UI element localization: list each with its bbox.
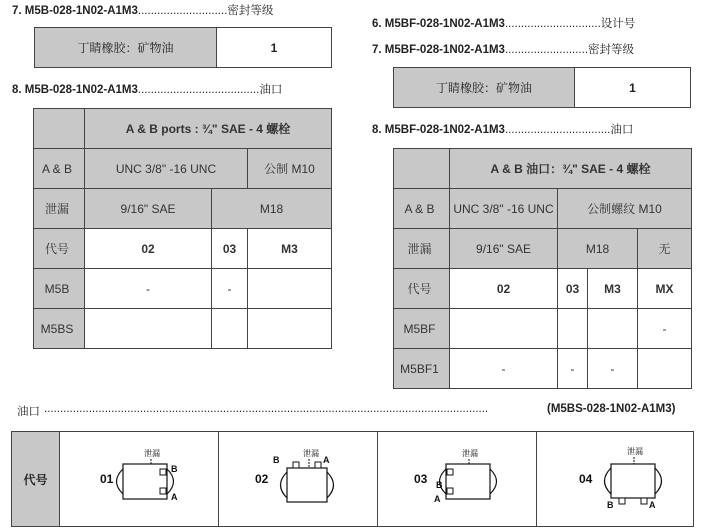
corner-cell xyxy=(34,109,85,149)
cell: M18 xyxy=(558,229,638,269)
cell: 03 xyxy=(212,229,248,269)
drain-label: 泄漏 xyxy=(303,449,319,458)
cell: - xyxy=(85,269,212,309)
port-diagram-strip xyxy=(11,431,694,527)
row-label: A & B xyxy=(394,189,450,229)
port-a-label: A xyxy=(434,494,441,504)
port-diagram-01-drawing xyxy=(60,432,219,526)
cell xyxy=(85,309,212,349)
right-seal-label: 丁睛橡胶：矿物油 xyxy=(394,68,575,107)
row-label: 泄漏 xyxy=(34,189,85,229)
corner-cell xyxy=(394,149,450,189)
row-label: A & B xyxy=(34,149,85,189)
table-title: A & B ports : ¾" SAE - 4 螺栓 xyxy=(85,109,332,149)
cell xyxy=(248,269,332,309)
left-seal-label: 丁睛橡胶：矿物油 xyxy=(35,28,217,67)
cell: UNC 3/8" -16 UNC xyxy=(85,149,248,189)
port-b-label: B xyxy=(273,455,280,465)
right-design-heading: 6. M5BF-028-1N02-A1M3..............................设计号 xyxy=(372,18,636,30)
cell: 02 xyxy=(85,229,212,269)
port-diagram-04 xyxy=(537,432,693,526)
port-a-label: A xyxy=(171,492,178,502)
cell: - xyxy=(558,349,588,389)
port-b-label: B xyxy=(436,480,443,490)
left-ports-table xyxy=(33,108,332,349)
bottom-ports-heading-right: (M5BS-028-1N02-A1M3) xyxy=(547,403,676,415)
bottom-ports-heading-left: 油口 xyxy=(17,406,40,418)
cell: 公制 M10 xyxy=(248,149,332,189)
port-diagram-01 xyxy=(60,432,219,526)
diagram-code: 03 xyxy=(414,472,428,486)
port-diagram-02 xyxy=(219,432,378,526)
cell xyxy=(558,309,588,349)
right-ports-heading: 8. M5BF-028-1N02-A1M3.................................油口 xyxy=(372,124,634,136)
cell: - xyxy=(638,309,692,349)
drain-label: 泄漏 xyxy=(462,449,478,458)
cell: - xyxy=(450,349,558,389)
port-diagram-04-drawing xyxy=(537,432,696,526)
cell xyxy=(588,309,638,349)
right-seal-box xyxy=(393,67,691,108)
cell: 无 xyxy=(638,229,692,269)
bottom-ports-dots: ........................................................................................................................................... xyxy=(44,403,489,415)
cell xyxy=(450,309,558,349)
row-label: 代号 xyxy=(34,229,85,269)
right-seal-value: 1 xyxy=(629,80,636,95)
drain-label: 泄漏 xyxy=(627,447,643,456)
row-label: 代号 xyxy=(394,269,450,309)
cell: 03 xyxy=(558,269,588,309)
cell: 9/16" SAE xyxy=(85,189,212,229)
port-diagram-03 xyxy=(378,432,537,526)
cell xyxy=(212,309,248,349)
cell: M3 xyxy=(248,229,332,269)
port-a-label: A xyxy=(323,455,330,465)
cell: MX xyxy=(638,269,692,309)
port-diagram-02-drawing xyxy=(219,432,378,526)
cell: UNC 3/8" -16 UNC xyxy=(450,189,558,229)
left-seal-heading: 7. M5B-028-1N02-A1M3............................密封等级 xyxy=(12,5,274,17)
diagram-code: 02 xyxy=(255,472,269,486)
table-title: A & B 油口：¾" SAE - 4 螺栓 xyxy=(450,149,692,189)
cell: - xyxy=(212,269,248,309)
code-label: 代号 xyxy=(12,432,60,526)
row-label: M5BF xyxy=(394,309,450,349)
left-seal-value: 1 xyxy=(270,40,278,55)
cell: 公制螺纹 M10 xyxy=(558,189,692,229)
row-label: M5BS xyxy=(34,309,85,349)
row-label: M5B xyxy=(34,269,85,309)
right-seal-heading: 7. M5BF-028-1N02-A1M3..........................密封等级 xyxy=(372,44,635,56)
right-ports-table xyxy=(393,148,692,389)
cell xyxy=(248,309,332,349)
port-diagram-03-drawing xyxy=(378,432,537,526)
left-seal-box xyxy=(34,27,332,68)
diagram-code: 01 xyxy=(100,472,114,486)
row-label: M5BF1 xyxy=(394,349,450,389)
port-b-label: B xyxy=(171,464,178,474)
port-b-label: B xyxy=(607,500,614,510)
left-ports-heading: 8. M5B-028-1N02-A1M3......................................油口 xyxy=(12,84,283,96)
cell: 9/16" SAE xyxy=(450,229,558,269)
row-label: 泄漏 xyxy=(394,229,450,269)
cell: M18 xyxy=(212,189,332,229)
diagram-code: 04 xyxy=(579,472,593,486)
drain-label: 泄漏 xyxy=(144,449,160,458)
cell: - xyxy=(588,349,638,389)
cell: M3 xyxy=(588,269,638,309)
cell xyxy=(638,349,692,389)
port-a-label: A xyxy=(649,500,656,510)
cell: 02 xyxy=(450,269,558,309)
